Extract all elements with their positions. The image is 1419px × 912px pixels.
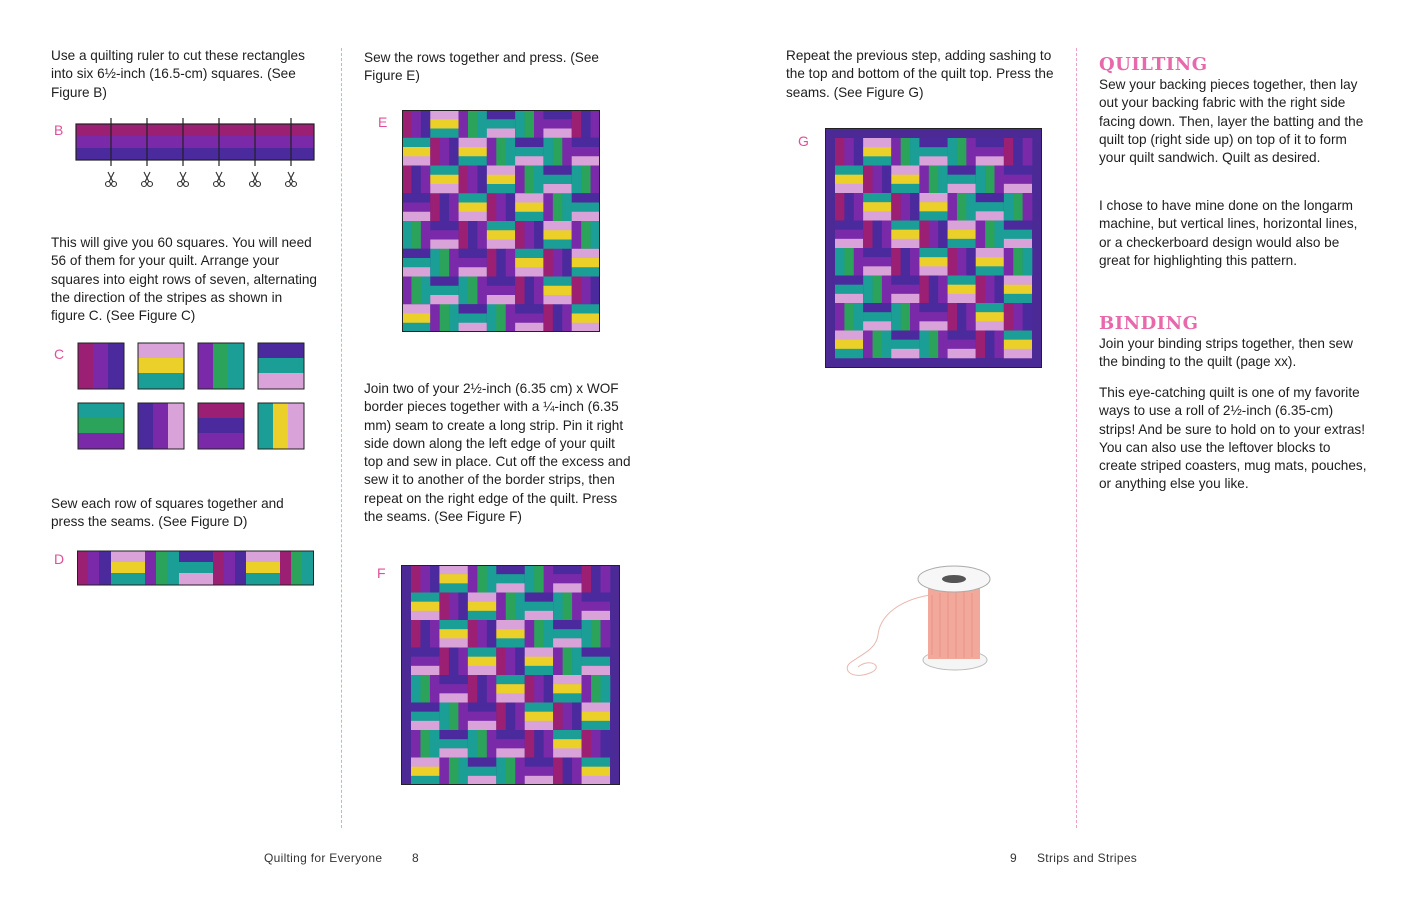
paragraph-repeat-sashing: Repeat the previous step, adding sashing to the top and bottom of the quilt top. Press the seams. (See Figure G) <box>786 48 1054 100</box>
paragraph-sew-together: Sew the rows together and press. (See Figure E) <box>364 50 599 84</box>
figure-e-quilt-top <box>402 110 600 332</box>
paragraph-quilting: Sew your backing pieces together, then lay out your backing fabric with the right side facing down. Then, layer the batting and the quilt top (right side up) on top of it to form your quilt sandwich. Quilt as desired. <box>1099 77 1364 166</box>
figure-d-row <box>77 550 314 586</box>
paragraph-binding: Join your binding strips together, then sew the binding to the quilt (page xx). <box>1099 336 1353 370</box>
section-heading-binding: BINDING <box>1099 313 1199 334</box>
footer-page-number-left: 8 <box>412 851 419 865</box>
figure-g-quilt-full-borders <box>825 128 1042 368</box>
paragraph-cut-squares: Use a quilting ruler to cut these rectangles into six 6½-inch (16.5-cm) squares. (See Figure B) <box>51 48 305 100</box>
figure-f-label: F <box>377 565 386 581</box>
figure-b-strip-set <box>70 114 320 194</box>
footer-book-title: Quilting for Everyone <box>264 851 383 865</box>
paragraph-arrange-squares: This will give you 60 squares. You will need 56 of them for your quilt. Arrange your squares into eight rows of seven, alternating the direction of the stripes as shown in figure C. (See Figure C) <box>51 235 317 324</box>
figure-d-label: D <box>54 551 65 567</box>
footer-chapter-title: Strips and Stripes <box>1037 851 1138 865</box>
column-divider-1 <box>341 48 342 828</box>
figure-c-blocks <box>77 342 307 452</box>
paragraph-sew-rows: Sew each row of squares together and press the seams. (See Figure D) <box>51 496 284 530</box>
thread-spool-icon <box>840 555 1015 700</box>
section-heading-quilting: QUILTING <box>1099 54 1208 75</box>
figure-e-label: E <box>378 114 388 130</box>
footer-page-number-right: 9 <box>1010 851 1017 865</box>
figure-c-label: C <box>54 346 65 362</box>
figure-b-label: B <box>54 122 64 138</box>
column-divider-2 <box>1076 48 1077 828</box>
paragraph-join-border: Join two of your 2½-inch (6.35 cm) x WOF border pieces together with a ¼-inch (6.35 mm) seam to create a long strip. Pin it right side down along the left edge of your quilt top and sew in place. Cut off the excess and sew it to another of the border strips, then repeat on the right edge of the quilt. Press the seams. (See Figure F) <box>364 381 631 525</box>
scissors-icon <box>106 172 297 187</box>
figure-f-quilt-side-borders <box>401 565 620 785</box>
paragraph-closing: This eye-catching quilt is one of my favorite ways to use a roll of 2½-inch (6.35-cm) strips! And be sure to hold on to your extras! You can also use the leftover blocks to create striped coasters, mug mats, pouches, or anything else you like. <box>1099 385 1367 492</box>
figure-g-label: G <box>798 133 809 149</box>
paragraph-longarm: I chose to have mine done on the longarm machine, but vertical lines, horizontal lines, or a checkerboard design would also be great for highlighting this pattern. <box>1099 198 1358 268</box>
